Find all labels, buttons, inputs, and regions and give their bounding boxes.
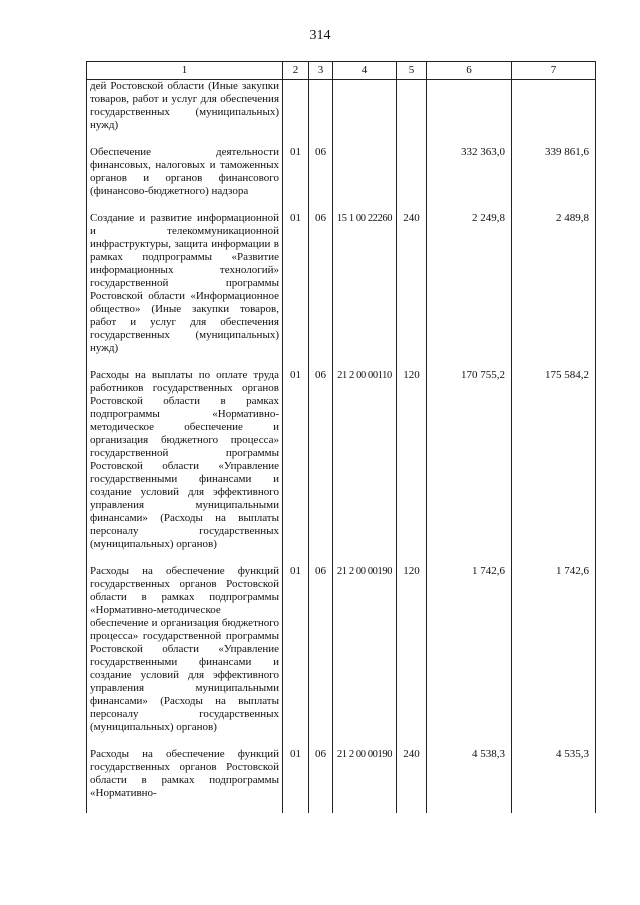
table-row	[87, 145, 596, 211]
row-amount-year1	[427, 80, 512, 146]
row-name: Расходы на обеспечение функций государственных органов Ростовской области в рамках подпрограммы «Нормативно-	[87, 747, 283, 813]
row-name: дей Ростовской области (Иные закупки товаров, работ и услуг для обеспечения государственных (муниципальных) нужд)	[87, 80, 283, 146]
row-amount-year1: 2 249,8	[427, 211, 512, 368]
header-col-6: 6	[427, 62, 512, 80]
row-subsection: 06	[309, 747, 333, 813]
row-name: Обеспечение деятельности финансовых, налоговых и таможенных органов и органов финансового (финансово-бюджетного) надзора	[87, 145, 283, 211]
row-amount-year2	[512, 80, 596, 146]
table-row	[87, 368, 596, 564]
table-header	[87, 62, 596, 80]
row-section	[283, 80, 309, 146]
row-name: Расходы на выплаты по оплате труда работников государственных органов Ростовской области в рамках подпрограммы «Нормативно-методическое обеспечение и организация бюджетного процесса» государственной программы Ростовской области «Управление государственными финансами и создание условий для эффективного управления муниципальными финансами» (Расходы на выплаты персоналу государственных (муниципальных) органов)	[87, 368, 283, 564]
row-target-article: 21 2 00 00190	[333, 564, 397, 747]
row-subsection	[309, 80, 333, 146]
row-target-article: 15 1 00 22260	[333, 211, 397, 368]
table-row	[87, 564, 596, 747]
table-row	[87, 747, 596, 813]
row-section: 01	[283, 564, 309, 747]
row-subsection: 06	[309, 211, 333, 368]
header-col-4: 4	[333, 62, 397, 80]
row-amount-year1: 332 363,0	[427, 145, 512, 211]
row-amount-year2: 175 584,2	[512, 368, 596, 564]
row-section: 01	[283, 145, 309, 211]
row-subsection: 06	[309, 145, 333, 211]
row-amount-year1: 4 538,3	[427, 747, 512, 813]
row-expense-type: 240	[397, 211, 427, 368]
row-subsection: 06	[309, 368, 333, 564]
header-col-1: 1	[87, 62, 283, 80]
header-col-7: 7	[512, 62, 596, 80]
row-target-article: 21 2 00 00190	[333, 747, 397, 813]
row-section: 01	[283, 368, 309, 564]
row-name: Создание и развитие информационной и телекоммуникационной инфраструктуры, защита информации в рамках подпрограммы «Развитие информационных технологий» государственной программы Ростовской области «Информационное общество» (Иные закупки товаров, работ и услуг для обеспечения государственных (муниципальных) нужд)	[87, 211, 283, 368]
table-row	[87, 80, 596, 146]
row-subsection: 06	[309, 564, 333, 747]
header-col-3: 3	[309, 62, 333, 80]
row-expense-type: 120	[397, 564, 427, 747]
row-section: 01	[283, 747, 309, 813]
header-col-2: 2	[283, 62, 309, 80]
row-target-article	[333, 80, 397, 146]
row-expense-type: 120	[397, 368, 427, 564]
row-amount-year1: 170 755,2	[427, 368, 512, 564]
header-row	[87, 62, 596, 80]
row-expense-type	[397, 80, 427, 146]
row-amount-year2: 339 861,6	[512, 145, 596, 211]
row-amount-year2: 2 489,8	[512, 211, 596, 368]
table-body	[87, 80, 596, 814]
page-number: 314	[309, 28, 331, 43]
table-row	[87, 211, 596, 368]
row-target-article: 21 2 00 00110	[333, 368, 397, 564]
row-amount-year1: 1 742,6	[427, 564, 512, 747]
row-expense-type	[397, 145, 427, 211]
row-name: Расходы на обеспечение функций государственных органов Ростовской области в рамках подпрограммы «Нормативно-методическое обеспечение и организация бюджетного процесса» государственной программы Ростовской области «Управление государственными финансами и создание условий для эффективного управления муниципальными финансами» (Расходы на выплаты персоналу государственных (муниципальных) органов)	[87, 564, 283, 747]
header-col-5: 5	[397, 62, 427, 80]
budget-table	[86, 61, 596, 813]
row-expense-type: 240	[397, 747, 427, 813]
row-target-article	[333, 145, 397, 211]
row-section: 01	[283, 211, 309, 368]
row-amount-year2: 1 742,6	[512, 564, 596, 747]
row-amount-year2: 4 535,3	[512, 747, 596, 813]
